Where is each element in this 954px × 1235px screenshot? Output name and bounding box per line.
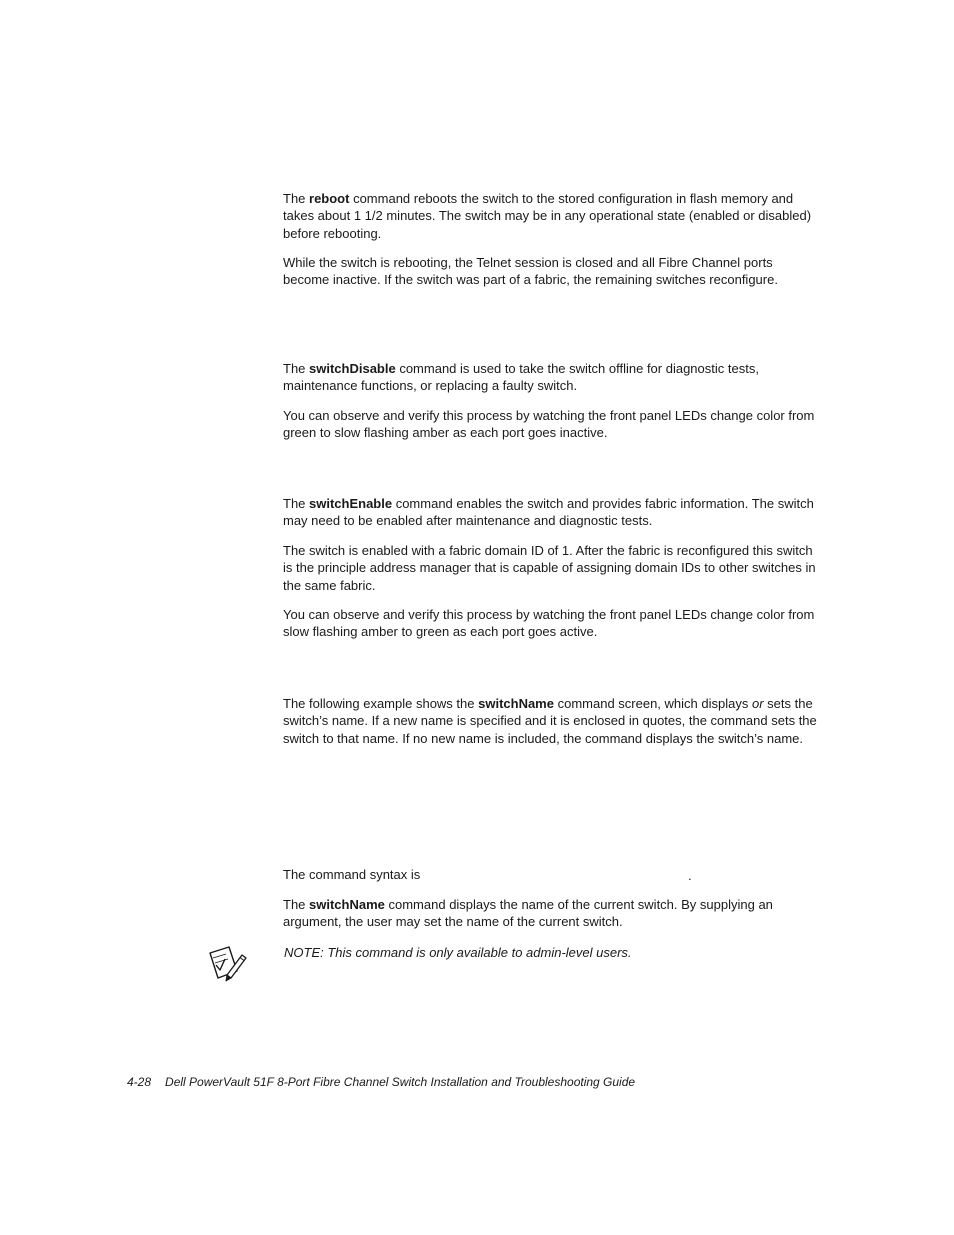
switch-name-usage (283, 896, 818, 931)
admin-only-note: NOTE: This command is only available to admin-level users. (284, 945, 632, 960)
command-name: switchDisable (309, 361, 396, 376)
command-syntax-label: The command syntax is (283, 867, 421, 882)
reboot-telnet-note: While the switch is rebooting, the Telnet session is closed and all Fibre Channel ports become inactive. If the switch was part of a fabric, the remaining switches reconfigure. (283, 255, 778, 288)
page-number: 4-28 (127, 1075, 152, 1089)
text-segment: command displays the name of the current switch. By supplying an argument, the user may set the name of the current switch. (283, 897, 773, 930)
text-segment: The (283, 496, 310, 511)
text-segment: The following example shows the (283, 696, 479, 711)
command-name: switchEnable (309, 496, 393, 511)
command-name: switchName (309, 897, 385, 912)
text-segment: command screen, which displays (553, 696, 752, 711)
document-title: Dell PowerVault 51F 8-Port Fibre Channel Switch Installation and Troubleshooting Guide (165, 1075, 636, 1089)
switch-enable-domain-note: The switch is enabled with a fabric domain ID of 1. After the fabric is reconfigured this switch is the principle address manager that is capable of assigning domain IDs to other switches in the same fabric. (283, 543, 816, 593)
note-pencil-icon (207, 945, 247, 983)
text-segment: The (283, 897, 310, 912)
reboot-description (283, 190, 818, 242)
command-name: reboot (309, 191, 350, 206)
command-syntax-period: . (688, 868, 692, 883)
command-name: switchName (478, 696, 554, 711)
text-segment: sets the switch’s name. If a new name is specified and it is enclosed in quotes, the command sets the switch to that name. If no new name is included, the command displays the switch’s name. (283, 696, 817, 746)
page-footer (127, 1075, 635, 1090)
switch-disable-led-note: You can observe and verify this process by watching the front panel LEDs change color from green to slow flashing amber as each port goes inactive. (283, 408, 815, 441)
switch-enable-led-note: You can observe and verify this process by watching the front panel LEDs change color from slow flashing amber to green as each port goes active. (283, 607, 815, 640)
text-segment: The (283, 191, 310, 206)
switch-name-description (283, 695, 818, 747)
text-segment: command reboots the switch to the stored configuration in flash memory and takes about 1 1/2 minutes. The switch may be in any operational state (enabled or disabled) before rebooting. (283, 191, 812, 241)
emphasis-text: or (751, 696, 764, 711)
switch-enable-description (283, 495, 818, 530)
text-segment: command enables the switch and provides fabric information. The switch may need to be enabled after maintenance and diagnostic tests. (283, 496, 814, 529)
switch-disable-description (283, 360, 818, 395)
text-segment: command is used to take the switch offline for diagnostic tests, maintenance functions, or replacing a faulty switch. (283, 361, 759, 394)
text-segment: The (283, 361, 310, 376)
